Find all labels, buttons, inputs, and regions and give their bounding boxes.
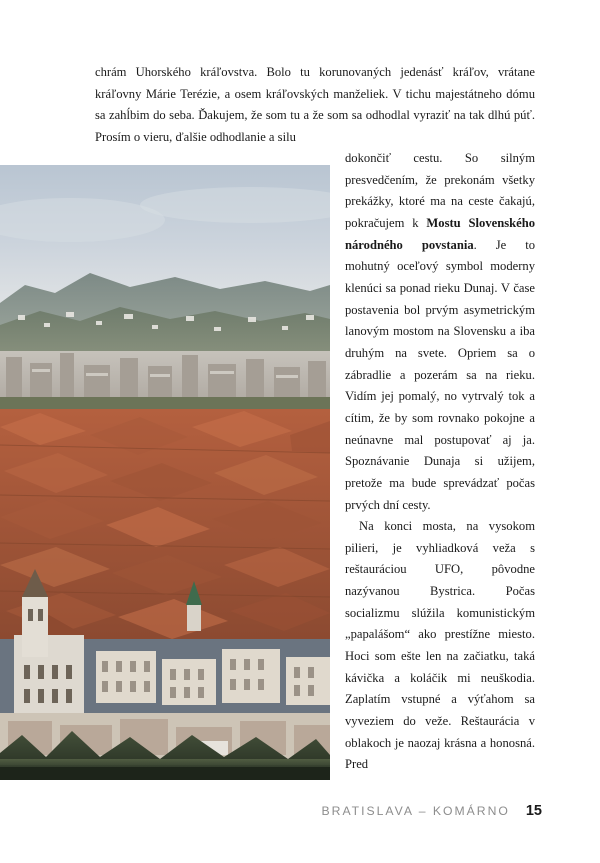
paragraph-one-part-two: . Je to mohutný oceľový symbol moderny klenúci sa ponad rieku Dunaj. V čase postavenia bol prvým asymetrickým lanovým mostom na Slovensku a iba druhým na svete. Opriem sa o zábradlie a pozerám sa na rieku. Vidím jej pomalý, no vytrvalý tok a cítim, že by som rovnako pokojne a neúnavne mal postupovať aj ja. Spoznávanie Dunaja si užijem, pretože ma bude sprevádzať počas prvých dní cesty. [345, 237, 536, 512]
right-column-text [345, 148, 535, 776]
footer-route-label: BRATISLAVA – KOMÁRNO [321, 804, 510, 818]
photo-illustration [0, 165, 330, 780]
paragraph-one [345, 148, 535, 516]
photo-bratislava-aerial [0, 165, 330, 780]
bridge-name-bold: Mostu Slovenského národného povstania [345, 215, 536, 252]
top-paragraph: chrám Uhorského kráľovstva. Bolo tu korunovaných jedenásť kráľov, vrátane kráľovny Márie Terézie, a osem kráľovských manželiek. V tichu majestátneho dómu sa zahĺbim do seba. Ďakujem, že som tu a že som sa odhodlal vyraziť na tak dlhú púť. Prosím o vieru, ďalšie odhodlanie a silu [95, 65, 535, 144]
paragraph-two: Na konci mosta, na vysokom pilieri, je vyhliadková veža s reštauráciou UFO, pôvodne nazývanou Bystrica. Počas socializmu slúžila komunistickým „papalášom“ ako prestížne miesto. Hoci som ešte len na začiatku, taká kávička a koláčik mi neuškodia. Zaplatím vstupné a výťahom sa vyveziem do veže. Reštaurácia v oblakoch je naozaj krásna a honosná. Pred [345, 519, 535, 772]
page-number: 15 [525, 803, 542, 819]
page-footer [0, 798, 600, 824]
paragraph-one-part-one: dokončiť cestu. So silným presvedčením, že prekonám všetky prekážky, ktoré ma na ceste čakajú, pokračujem k [345, 151, 535, 230]
